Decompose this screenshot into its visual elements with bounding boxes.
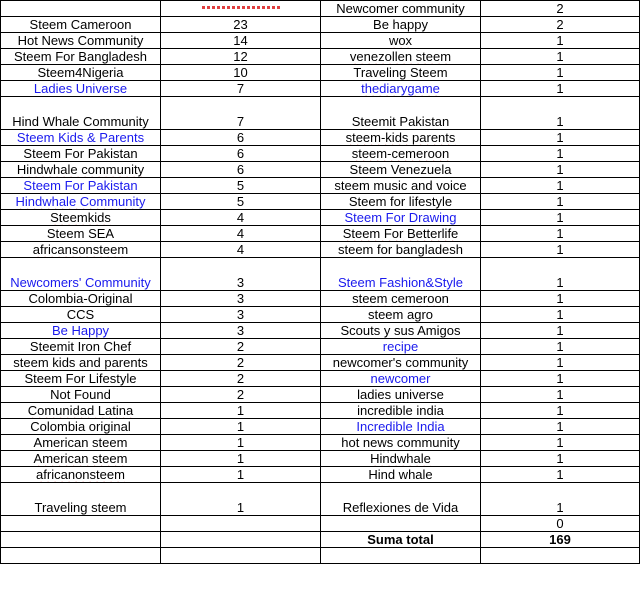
count-cell[interactable] [481, 49, 640, 65]
table-row [1, 17, 640, 33]
cell-text: American steem [33, 435, 128, 450]
cell-text: 1 [236, 467, 245, 482]
cell-text: 1 [236, 403, 245, 418]
count-cell[interactable] [161, 548, 321, 564]
cell-text: steem music and voice [334, 178, 467, 193]
community-name-cell[interactable] [321, 258, 481, 291]
count-cell[interactable] [161, 339, 321, 355]
community-name-cell[interactable] [1, 355, 161, 371]
count-cell[interactable] [161, 483, 321, 516]
cell-text: africanonsteem [36, 467, 125, 482]
community-name-cell[interactable] [321, 97, 481, 130]
count-cell[interactable] [161, 291, 321, 307]
community-name-cell[interactable] [321, 146, 481, 162]
cell-text: 3 [236, 307, 245, 322]
community-name-cell[interactable] [1, 258, 161, 291]
count-cell[interactable] [161, 162, 321, 178]
cell-text: steem for bangladesh [337, 242, 464, 257]
table-row [1, 49, 640, 65]
cell-text: 0 [556, 516, 564, 531]
cell-text: Comunidad Latina [27, 403, 134, 418]
cell-text: 1 [556, 114, 564, 129]
community-name-cell[interactable] [1, 403, 161, 419]
cell-text: thediarygame [361, 81, 440, 96]
count-cell[interactable] [481, 467, 640, 483]
count-cell[interactable] [161, 194, 321, 210]
cell-text: 1 [556, 226, 564, 241]
count-cell[interactable] [161, 178, 321, 194]
table-row [1, 242, 640, 258]
cell-text: Steem For Drawing [344, 210, 457, 225]
cell-text: 1 [556, 210, 564, 225]
cell-text: 12 [233, 49, 248, 64]
cell-text: Suma total [367, 532, 434, 547]
community-name-cell[interactable] [321, 162, 481, 178]
cell-text: Steem4Nigeria [37, 65, 124, 80]
community-name-cell[interactable] [321, 387, 481, 403]
cell-text: 1 [556, 500, 564, 515]
cell-text: Hind Whale Community [12, 114, 149, 129]
cell-text: 1 [556, 162, 564, 177]
cell-text: steem agro [367, 307, 434, 322]
count-cell[interactable] [161, 33, 321, 49]
community-name-cell[interactable] [321, 323, 481, 339]
table-row [1, 548, 640, 564]
cell-text: 169 [549, 532, 571, 547]
table-row [1, 210, 640, 226]
table-row [1, 33, 640, 49]
community-name-cell[interactable] [1, 65, 161, 81]
community-name-cell[interactable] [1, 33, 161, 49]
community-name-cell[interactable] [321, 81, 481, 97]
count-cell[interactable] [481, 97, 640, 130]
count-cell[interactable] [481, 339, 640, 355]
community-name-cell[interactable] [1, 291, 161, 307]
count-cell[interactable] [161, 403, 321, 419]
cell-text: 7 [236, 81, 245, 96]
table-row [1, 162, 640, 178]
cell-text: Reflexiones de Vida [342, 500, 459, 515]
table-row [1, 65, 640, 81]
table-row [1, 467, 640, 483]
cell-text: Hot News Community [17, 33, 144, 48]
cell-text: newcomer's community [332, 355, 469, 370]
cell-text: incredible india [357, 403, 444, 418]
table-row [1, 178, 640, 194]
community-name-cell[interactable] [1, 516, 161, 532]
cell-text: 3 [236, 323, 245, 338]
count-cell[interactable] [161, 146, 321, 162]
cell-text: 4 [236, 226, 245, 241]
cell-text: 1 [556, 291, 564, 306]
cell-text: Traveling steem [34, 500, 127, 515]
cell-text: Steemit Pakistan [351, 114, 450, 129]
cell-text: 1 [236, 435, 245, 450]
count-cell[interactable] [481, 387, 640, 403]
count-cell[interactable] [481, 81, 640, 97]
community-name-cell[interactable] [1, 419, 161, 435]
cell-text: Newcomer community [336, 1, 465, 16]
cell-text: Ladies Universe [33, 81, 128, 96]
cell-text: Newcomers' Community [10, 275, 151, 290]
count-cell[interactable] [481, 323, 640, 339]
count-cell[interactable] [161, 387, 321, 403]
cell-text: 1 [556, 49, 564, 64]
community-name-cell[interactable] [321, 65, 481, 81]
cell-text: Steem SEA [46, 226, 115, 241]
community-name-cell[interactable] [321, 483, 481, 516]
table-row [1, 339, 640, 355]
count-cell[interactable] [481, 1, 640, 17]
cell-text: Steem For Bangladesh [14, 49, 147, 64]
community-name-cell[interactable] [1, 483, 161, 516]
cell-text: 1 [556, 419, 564, 434]
cell-text: 1 [556, 403, 564, 418]
count-cell[interactable] [481, 307, 640, 323]
cell-text: Steem Cameroon [29, 17, 132, 32]
cell-text: steem cemeroon [352, 291, 449, 306]
cell-text: 6 [236, 146, 245, 161]
table-row [1, 258, 640, 291]
community-name-cell[interactable] [321, 435, 481, 451]
cell-text: Colombia original [30, 419, 131, 434]
community-name-cell[interactable] [321, 49, 481, 65]
count-cell[interactable] [481, 532, 640, 548]
community-name-cell[interactable] [321, 194, 481, 210]
count-cell[interactable] [481, 210, 640, 226]
cell-text: 1 [556, 194, 564, 209]
table-row [1, 403, 640, 419]
table-row [1, 291, 640, 307]
count-cell[interactable] [161, 532, 321, 548]
count-cell[interactable] [481, 194, 640, 210]
cell-text: recipe [382, 339, 419, 354]
cell-text: ladies universe [357, 387, 444, 402]
community-name-cell[interactable] [1, 194, 161, 210]
community-name-cell[interactable] [321, 178, 481, 194]
table-row [1, 435, 640, 451]
cell-text: 1 [556, 387, 564, 402]
cell-text: 1 [556, 178, 564, 193]
community-name-cell[interactable] [321, 291, 481, 307]
community-name-cell[interactable] [321, 467, 481, 483]
cell-text: steem kids and parents [13, 355, 148, 370]
cell-text: Hindwhale community [16, 162, 145, 177]
cell-text: 2 [556, 1, 564, 16]
cell-text: steem-cemeroon [351, 146, 450, 161]
count-cell[interactable] [161, 130, 321, 146]
count-cell[interactable] [161, 451, 321, 467]
community-name-cell[interactable] [1, 81, 161, 97]
cell-text: Steem for lifestyle [348, 194, 453, 209]
table-row [1, 451, 640, 467]
count-cell[interactable] [481, 403, 640, 419]
table-row [1, 516, 640, 532]
table-row [1, 226, 640, 242]
community-name-cell[interactable] [321, 548, 481, 564]
cell-text: Steem Kids & Parents [16, 130, 145, 145]
cell-text: 1 [556, 275, 564, 290]
count-cell[interactable] [161, 323, 321, 339]
community-name-cell[interactable] [1, 162, 161, 178]
community-name-cell[interactable] [1, 387, 161, 403]
cell-text: Steem For Pakistan [23, 178, 138, 193]
count-cell[interactable] [481, 291, 640, 307]
cell-text: wox [388, 33, 413, 48]
count-cell[interactable] [481, 17, 640, 33]
cell-text: 1 [556, 33, 564, 48]
table-row [1, 483, 640, 516]
community-name-cell[interactable] [321, 307, 481, 323]
cell-text: Steem For Pakistan [23, 146, 138, 161]
count-cell[interactable] [481, 242, 640, 258]
community-name-cell[interactable] [1, 146, 161, 162]
community-name-cell[interactable] [321, 451, 481, 467]
cell-text: Be Happy [51, 323, 110, 338]
cell-text: 1 [556, 323, 564, 338]
table-row [1, 81, 640, 97]
cell-text: 3 [236, 291, 245, 306]
community-name-cell[interactable] [1, 532, 161, 548]
cell-text: Colombia-Original [28, 291, 133, 306]
count-cell[interactable] [161, 1, 321, 17]
cell-text: 1 [556, 146, 564, 161]
cell-text: 10 [233, 65, 248, 80]
community-name-cell[interactable] [321, 226, 481, 242]
cell-text: Hindwhale Community [15, 194, 146, 209]
community-name-cell[interactable] [321, 516, 481, 532]
community-name-cell[interactable] [1, 210, 161, 226]
count-cell[interactable] [161, 97, 321, 130]
count-cell[interactable] [481, 146, 640, 162]
count-cell[interactable] [481, 435, 640, 451]
table-row [1, 355, 640, 371]
community-name-cell[interactable] [321, 33, 481, 49]
community-name-cell[interactable] [1, 226, 161, 242]
community-name-cell[interactable] [1, 339, 161, 355]
count-cell[interactable] [481, 355, 640, 371]
table-row [1, 371, 640, 387]
cell-text: 2 [236, 355, 245, 370]
cell-text: 7 [236, 114, 245, 129]
community-name-cell[interactable] [321, 371, 481, 387]
cell-text: Hindwhale [370, 451, 431, 466]
count-cell[interactable] [481, 162, 640, 178]
cell-text: 1 [556, 355, 564, 370]
count-cell[interactable] [481, 483, 640, 516]
community-name-cell[interactable] [321, 532, 481, 548]
count-cell[interactable] [481, 65, 640, 81]
spellcheck-mark [202, 6, 280, 9]
cell-text: hot news community [341, 435, 460, 450]
cell-text: Steemkids [50, 210, 111, 225]
community-name-cell[interactable] [1, 451, 161, 467]
cell-text: Scouts y sus Amigos [340, 323, 461, 338]
cell-text: 1 [556, 451, 564, 466]
cell-text: 1 [556, 65, 564, 80]
count-cell[interactable] [481, 516, 640, 532]
count-cell[interactable] [161, 355, 321, 371]
cell-text: 14 [233, 33, 248, 48]
table-row [1, 146, 640, 162]
table-row [1, 323, 640, 339]
cell-text: 23 [233, 17, 248, 32]
cell-text: Hind whale [368, 467, 433, 482]
community-name-cell[interactable] [1, 130, 161, 146]
cell-text: 4 [236, 242, 245, 257]
cell-text: Not Found [50, 387, 111, 402]
community-name-cell[interactable] [1, 1, 161, 17]
count-cell[interactable] [161, 242, 321, 258]
table-row [1, 97, 640, 130]
count-cell[interactable] [481, 178, 640, 194]
cell-text: Be happy [373, 17, 428, 32]
count-cell[interactable] [161, 65, 321, 81]
community-name-cell[interactable] [321, 130, 481, 146]
community-name-cell[interactable] [1, 435, 161, 451]
count-cell[interactable] [481, 419, 640, 435]
cell-text: Steem For Betterlife [342, 226, 459, 241]
cell-text: 4 [236, 210, 245, 225]
table-row [1, 1, 640, 17]
community-name-cell[interactable] [1, 548, 161, 564]
community-name-cell[interactable] [1, 467, 161, 483]
cell-text: 1 [556, 371, 564, 386]
cell-text: 2 [236, 387, 245, 402]
cell-text: venezollen steem [349, 49, 452, 64]
community-name-cell[interactable] [1, 323, 161, 339]
community-name-cell[interactable] [1, 49, 161, 65]
cell-text: 6 [236, 130, 245, 145]
cell-text: 5 [236, 194, 245, 209]
cell-text: 1 [556, 242, 564, 257]
count-cell[interactable] [161, 419, 321, 435]
community-name-cell[interactable] [1, 371, 161, 387]
cell-text: 2 [236, 371, 245, 386]
community-name-cell[interactable] [321, 355, 481, 371]
table-row [1, 307, 640, 323]
count-cell[interactable] [481, 451, 640, 467]
cell-text: 2 [236, 339, 245, 354]
count-cell[interactable] [481, 371, 640, 387]
cell-text: Incredible India [356, 419, 445, 434]
cell-text: Traveling Steem [353, 65, 448, 80]
table-row [1, 130, 640, 146]
count-cell[interactable] [161, 435, 321, 451]
count-cell[interactable] [161, 307, 321, 323]
cell-text: Steem Fashion&Style [337, 275, 463, 290]
cell-text: 1 [556, 130, 564, 145]
count-cell[interactable] [161, 371, 321, 387]
community-name-cell[interactable] [321, 17, 481, 33]
cell-text: 5 [236, 178, 245, 193]
cell-text: 1 [556, 307, 564, 322]
cell-text: Steem Venezuela [349, 162, 452, 177]
community-name-cell[interactable] [321, 419, 481, 435]
cell-text: newcomer [370, 371, 431, 386]
cell-text: Steem For Lifestyle [24, 371, 137, 386]
cell-text: steem-kids parents [345, 130, 456, 145]
count-cell[interactable] [161, 516, 321, 532]
count-cell[interactable] [161, 210, 321, 226]
community-name-cell[interactable] [1, 17, 161, 33]
community-name-cell[interactable] [321, 1, 481, 17]
community-name-cell[interactable] [321, 403, 481, 419]
count-cell[interactable] [161, 258, 321, 291]
count-cell[interactable] [161, 49, 321, 65]
table-row [1, 419, 640, 435]
table-row [1, 194, 640, 210]
count-cell[interactable] [481, 548, 640, 564]
table-row [1, 532, 640, 548]
cell-text: 2 [556, 17, 564, 32]
cell-text: 3 [236, 275, 245, 290]
cell-text: Steemit Iron Chef [29, 339, 132, 354]
count-cell[interactable] [481, 226, 640, 242]
cell-text: 1 [236, 419, 245, 434]
cell-text: CCS [66, 307, 95, 322]
count-cell[interactable] [161, 226, 321, 242]
cell-text: 1 [556, 467, 564, 482]
cell-text: 1 [556, 435, 564, 450]
table-row [1, 387, 640, 403]
count-cell[interactable] [481, 33, 640, 49]
count-cell[interactable] [161, 467, 321, 483]
count-cell[interactable] [161, 17, 321, 33]
cell-text: 1 [236, 451, 245, 466]
count-cell[interactable] [481, 258, 640, 291]
cell-text: 1 [556, 339, 564, 354]
community-name-cell[interactable] [1, 97, 161, 130]
cell-text: africansonsteem [32, 242, 129, 257]
community-name-cell[interactable] [1, 178, 161, 194]
community-name-cell[interactable] [1, 307, 161, 323]
cell-text: 6 [236, 162, 245, 177]
count-cell[interactable] [161, 81, 321, 97]
community-name-cell[interactable] [321, 210, 481, 226]
community-name-cell[interactable] [321, 339, 481, 355]
cell-text: 1 [556, 81, 564, 96]
community-name-cell[interactable] [1, 242, 161, 258]
cell-text: 1 [236, 500, 245, 515]
community-name-cell[interactable] [321, 242, 481, 258]
count-cell[interactable] [481, 130, 640, 146]
cell-text: American steem [33, 451, 128, 466]
